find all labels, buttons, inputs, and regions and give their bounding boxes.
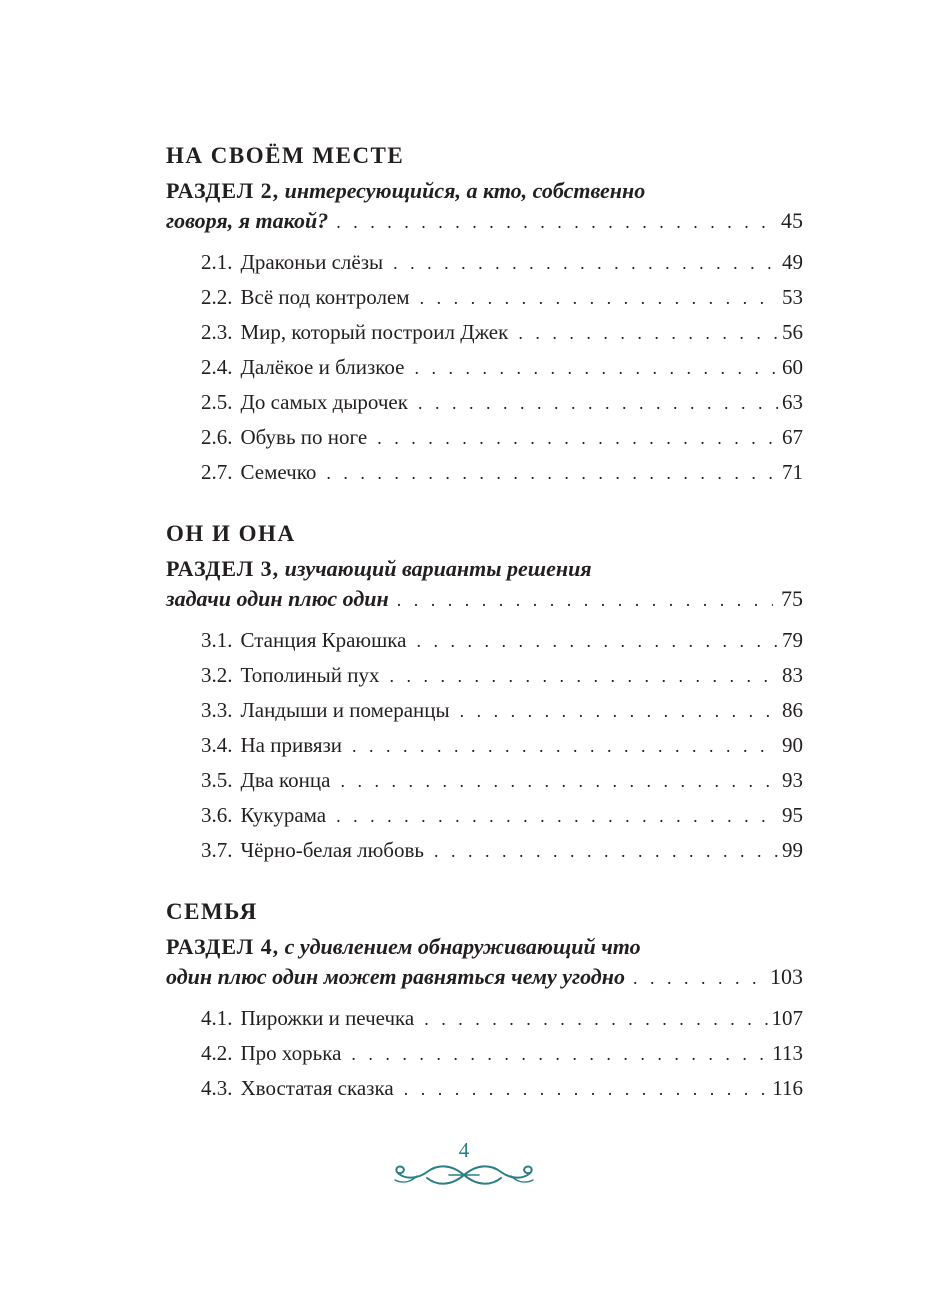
- leader-dots: [633, 963, 762, 993]
- chapter-page-number: 71: [782, 460, 803, 484]
- toc-entry[interactable]: [166, 385, 803, 420]
- chapter-title: Драконьи слёзы: [240, 250, 384, 274]
- chapter-number: 3.4.: [201, 733, 233, 757]
- section-description-cont: один плюс один может равняться чему угодно: [166, 964, 625, 989]
- toc-entry[interactable]: [166, 693, 803, 728]
- part-title: НА СВОЁМ МЕСТЕ: [166, 143, 405, 168]
- chapter-number: 2.7.: [201, 460, 233, 484]
- page-footer: [0, 1138, 928, 1188]
- leader-dots: [460, 694, 778, 729]
- chapter-title: Два конца: [240, 768, 331, 792]
- chapter-number: 2.1.: [201, 250, 233, 274]
- toc-entry[interactable]: [166, 833, 803, 868]
- chapter-title: Семечко: [240, 460, 317, 484]
- section-label: РАЗДЕЛ 4,: [166, 934, 280, 959]
- toc-entry[interactable]: [166, 623, 803, 658]
- chapter-number: 3.6.: [201, 803, 233, 827]
- leader-dots: [352, 729, 778, 764]
- chapter-number: 4.1.: [201, 1006, 233, 1030]
- toc-part: [166, 140, 803, 490]
- chapter-title: Хвостатая сказка: [240, 1076, 394, 1100]
- toc-entry[interactable]: [166, 1071, 803, 1106]
- toc-entry[interactable]: [166, 1001, 803, 1036]
- chapter-title: Всё под контролем: [240, 285, 410, 309]
- toc-entry[interactable]: [166, 455, 803, 490]
- chapter-number: 3.1.: [201, 628, 233, 652]
- chapter-number: 3.7.: [201, 838, 233, 862]
- chapter-page-number: 63: [782, 390, 803, 414]
- chapter-page-number: 60: [782, 355, 803, 379]
- leader-dots: [336, 207, 773, 237]
- chapter-title: Далёкое и близкое: [240, 355, 405, 379]
- chapter-title: Кукурама: [240, 803, 327, 827]
- part-title: ОН И ОНА: [166, 521, 296, 546]
- chapter-title: Пирожки и печечка: [240, 1006, 415, 1030]
- leader-dots: [518, 316, 778, 351]
- chapter-number: 2.6.: [201, 425, 233, 449]
- leader-dots: [326, 456, 778, 491]
- leader-dots: [434, 834, 778, 869]
- part-title: СЕМЬЯ: [166, 899, 258, 924]
- table-of-contents: [166, 140, 803, 1134]
- section-page-number: 75: [781, 586, 803, 611]
- chapter-page-number: 53: [782, 285, 803, 309]
- toc-entry[interactable]: [166, 658, 803, 693]
- chapter-list: [166, 623, 803, 868]
- section-page-number: 103: [770, 964, 803, 989]
- chapter-page-number: 67: [782, 425, 803, 449]
- chapter-list: [166, 1001, 803, 1106]
- chapter-page-number: 113: [772, 1041, 803, 1065]
- chapter-page-number: 95: [782, 803, 803, 827]
- section-description-cont: говоря, я такой?: [166, 208, 329, 233]
- leader-dots: [418, 386, 778, 421]
- chapter-number: 3.3.: [201, 698, 233, 722]
- leader-dots: [393, 246, 778, 281]
- chapter-page-number: 86: [782, 698, 803, 722]
- chapter-page-number: 99: [782, 838, 803, 862]
- page-number: 4: [458, 1138, 470, 1162]
- section-description: с удивлением обнаруживающий что: [284, 934, 641, 959]
- chapter-title: Станция Краюшка: [240, 628, 407, 652]
- section-description: интересующийся, а кто, собственно: [284, 178, 646, 203]
- section-heading: [166, 554, 803, 615]
- chapter-title: Мир, который построил Джек: [240, 320, 509, 344]
- leader-dots: [390, 659, 778, 694]
- leader-dots: [336, 799, 778, 834]
- chapter-page-number: 93: [782, 768, 803, 792]
- chapter-number: 3.2.: [201, 663, 233, 687]
- leader-dots: [351, 1037, 768, 1072]
- toc-entry[interactable]: [166, 798, 803, 833]
- toc-part: [166, 896, 803, 1106]
- chapter-page-number: 56: [782, 320, 803, 344]
- chapter-number: 3.5.: [201, 768, 233, 792]
- chapter-page-number: 49: [782, 250, 803, 274]
- leader-dots: [417, 624, 778, 659]
- chapter-title: Ландыши и померанцы: [240, 698, 450, 722]
- chapter-number: 2.3.: [201, 320, 233, 344]
- leader-dots: [420, 281, 778, 316]
- section-label: РАЗДЕЛ 3,: [166, 556, 280, 581]
- chapter-number: 4.3.: [201, 1076, 233, 1100]
- section-heading: [166, 176, 803, 237]
- toc-entry[interactable]: [166, 420, 803, 455]
- leader-dots: [377, 421, 778, 456]
- leader-dots: [397, 585, 773, 615]
- chapter-list: [166, 245, 803, 490]
- chapter-title: На привязи: [240, 733, 343, 757]
- toc-entry[interactable]: [166, 315, 803, 350]
- section-description-cont: задачи один плюс один: [166, 586, 389, 611]
- leader-dots: [414, 351, 778, 386]
- leader-dots: [424, 1002, 767, 1037]
- toc-entry[interactable]: [166, 350, 803, 385]
- toc-entry[interactable]: [166, 728, 803, 763]
- chapter-page-number: 90: [782, 733, 803, 757]
- toc-entry[interactable]: [166, 763, 803, 798]
- toc-entry[interactable]: [166, 1036, 803, 1071]
- chapter-title: Чёрно-белая любовь: [240, 838, 424, 862]
- leader-dots: [404, 1072, 769, 1107]
- chapter-number: 2.2.: [201, 285, 233, 309]
- section-description: изучающий варианты решения: [284, 556, 592, 581]
- toc-entry[interactable]: [166, 280, 803, 315]
- chapter-page-number: 83: [782, 663, 803, 687]
- chapter-title: Обувь по ноге: [240, 425, 368, 449]
- toc-entry[interactable]: [166, 245, 803, 280]
- chapter-number: 2.4.: [201, 355, 233, 379]
- chapter-number: 2.5.: [201, 390, 233, 414]
- chapter-page-number: 116: [772, 1076, 803, 1100]
- leader-dots: [340, 764, 778, 799]
- section-page-number: 45: [781, 208, 803, 233]
- chapter-title: До самых дырочек: [240, 390, 408, 414]
- section-label: РАЗДЕЛ 2,: [166, 178, 280, 203]
- chapter-page-number: 79: [782, 628, 803, 652]
- swirl-ornament-icon: [389, 1162, 539, 1188]
- section-heading: [166, 932, 803, 993]
- chapter-title: Тополиный пух: [240, 663, 380, 687]
- chapter-number: 4.2.: [201, 1041, 233, 1065]
- toc-part: [166, 518, 803, 868]
- chapter-title: Про хорька: [240, 1041, 342, 1065]
- chapter-page-number: 107: [771, 1006, 803, 1030]
